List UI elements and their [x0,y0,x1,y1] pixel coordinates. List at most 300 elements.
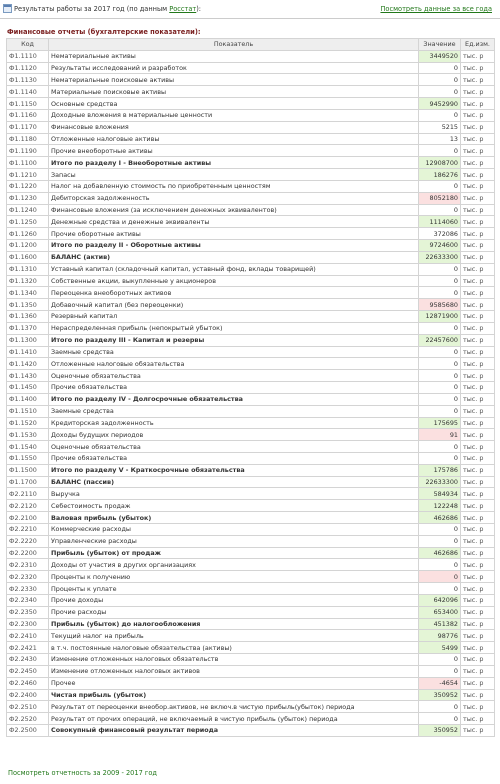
row-code: Ф1.1360 [7,311,49,323]
row-unit: тыс. р [461,476,495,488]
row-indicator: Денежные средства и денежные эквиваленты [49,216,419,228]
column-header-value: Значение [419,39,461,51]
row-unit: тыс. р [461,512,495,524]
row-value: 584934 [419,488,461,500]
row-indicator: Итого по разделу V - Краткосрочные обязательства [49,464,419,476]
row-code: Ф2.2200 [7,547,49,559]
row-indicator: Прочие внеоборотные активы [49,145,419,157]
row-indicator: Нематериальные активы [49,50,419,62]
row-indicator: Валовая прибыль (убыток) [49,512,419,524]
row-code: Ф1.1520 [7,417,49,429]
row-unit: тыс. р [461,452,495,464]
row-value: 0 [419,74,461,86]
row-value: 0 [419,62,461,74]
row-value: 0 [419,393,461,405]
row-value: 350952 [419,725,461,737]
row-indicator: Прочие расходы [49,606,419,618]
row-indicator: Отложенные налоговые активы [49,133,419,145]
table-row [7,618,495,630]
row-indicator: Дебиторская задолженность [49,192,419,204]
row-unit: тыс. р [461,358,495,370]
table-row [7,346,495,358]
row-code: Ф1.1550 [7,452,49,464]
row-indicator: Уставный капитал (складочный капитал, уставный фонд, вклады товарищей) [49,263,419,275]
row-indicator: в т.ч. постоянные налоговые обязательства (активы) [49,642,419,654]
row-unit: тыс. р [461,725,495,737]
row-code: Ф1.1210 [7,169,49,181]
row-unit: тыс. р [461,192,495,204]
row-indicator: Финансовые вложения [49,121,419,133]
row-indicator: Проценты к получению [49,571,419,583]
row-unit: тыс. р [461,417,495,429]
row-code: Ф2.2320 [7,571,49,583]
row-indicator: Оценочные обязательства [49,370,419,382]
row-unit: тыс. р [461,559,495,571]
row-unit: тыс. р [461,642,495,654]
row-unit: тыс. р [461,606,495,618]
row-unit: тыс. р [461,145,495,157]
row-code: Ф1.1310 [7,263,49,275]
row-unit: тыс. р [461,311,495,323]
row-unit: тыс. р [461,275,495,287]
table-row [7,464,495,476]
row-indicator: Нераспределенная прибыль (непокрытый убыток) [49,322,419,334]
row-code: Ф1.1190 [7,145,49,157]
row-code: Ф1.1100 [7,157,49,169]
row-value: 0 [419,358,461,370]
row-indicator: Проценты к уплате [49,583,419,595]
row-unit: тыс. р [461,228,495,240]
row-indicator: Налог на добавленную стоимость по приобретенным ценностям [49,180,419,192]
row-value: 8052180 [419,192,461,204]
row-indicator: Итого по разделу I - Внеоборотные активы [49,157,419,169]
row-unit: тыс. р [461,322,495,334]
row-code: Ф1.1170 [7,121,49,133]
table-row [7,571,495,583]
title-suffix: ): [196,5,202,13]
table-row [7,240,495,252]
table-row [7,594,495,606]
row-code: Ф2.2310 [7,559,49,571]
row-indicator: Изменение отложенных налоговых обязательств [49,654,419,666]
table-row [7,358,495,370]
row-code: Ф2.2100 [7,512,49,524]
row-code: Ф1.1540 [7,441,49,453]
row-value: 22633300 [419,251,461,263]
table-row [7,393,495,405]
row-code: Ф2.2410 [7,630,49,642]
row-unit: тыс. р [461,74,495,86]
row-value: 175695 [419,417,461,429]
row-code: Ф1.1700 [7,476,49,488]
row-indicator: Чистая прибыль (убыток) [49,689,419,701]
row-code: Ф2.2500 [7,725,49,737]
row-unit: тыс. р [461,299,495,311]
table-row [7,547,495,559]
row-indicator: Финансовые вложения (за исключением денежных эквивалентов) [49,204,419,216]
row-unit: тыс. р [461,571,495,583]
row-value: 0 [419,204,461,216]
column-header-code: Код [7,39,49,51]
row-code: Ф2.2400 [7,689,49,701]
row-indicator: Запасы [49,169,419,181]
row-code: Ф1.1450 [7,382,49,394]
row-indicator: Изменение отложенных налоговых активов [49,665,419,677]
table-row [7,713,495,725]
row-indicator: Кредиторская задолженность [49,417,419,429]
row-indicator: Собственные акции, выкупленные у акционеров [49,275,419,287]
row-value: 0 [419,571,461,583]
row-value: 0 [419,452,461,464]
row-unit: тыс. р [461,618,495,630]
row-unit: тыс. р [461,287,495,299]
row-indicator: Отложенные налоговые обязательства [49,358,419,370]
row-code: Ф1.1500 [7,464,49,476]
row-code: Ф2.2460 [7,677,49,689]
calendar-icon [3,4,12,13]
row-indicator: Основные средства [49,98,419,110]
table-row [7,382,495,394]
row-code: Ф2.2520 [7,713,49,725]
row-unit: тыс. р [461,370,495,382]
row-code: Ф1.1340 [7,287,49,299]
row-unit: тыс. р [461,334,495,346]
row-unit: тыс. р [461,169,495,181]
table-row [7,192,495,204]
row-value: 0 [419,86,461,98]
row-code: Ф1.1250 [7,216,49,228]
row-code: Ф2.2330 [7,583,49,595]
row-code: Ф1.1230 [7,192,49,204]
row-unit: тыс. р [461,630,495,642]
row-value: 13 [419,133,461,145]
table-row [7,535,495,547]
row-value: 0 [419,145,461,157]
row-indicator: Добавочный капитал (без переоценки) [49,299,419,311]
row-unit: тыс. р [461,665,495,677]
row-value: 0 [419,441,461,453]
row-value: 122248 [419,500,461,512]
table-row [7,452,495,464]
table-row [7,689,495,701]
row-unit: тыс. р [461,121,495,133]
table-row [7,228,495,240]
table-row [7,50,495,62]
row-value: 642096 [419,594,461,606]
row-unit: тыс. р [461,654,495,666]
row-code: Ф1.1400 [7,393,49,405]
row-value: 462686 [419,512,461,524]
table-row [7,169,495,181]
row-unit: тыс. р [461,547,495,559]
section-title: Финансовые отчеты (бухгалтерские показатели): [7,28,201,36]
table-row [7,287,495,299]
table-row [7,606,495,618]
table-row [7,488,495,500]
row-unit: тыс. р [461,464,495,476]
results-header [0,0,500,19]
row-unit: тыс. р [461,523,495,535]
row-unit: тыс. р [461,157,495,169]
row-indicator: Итого по разделу IV - Долгосрочные обязательства [49,393,419,405]
row-value: 0 [419,370,461,382]
row-value: 0 [419,654,461,666]
table-row [7,157,495,169]
row-indicator: Прочее [49,677,419,689]
row-value: 0 [419,263,461,275]
table-row [7,180,495,192]
row-value: 372086 [419,228,461,240]
row-code: Ф1.1260 [7,228,49,240]
row-indicator: Прочие доходы [49,594,419,606]
table-row [7,322,495,334]
table-row [7,559,495,571]
table-row [7,500,495,512]
row-value: 0 [419,713,461,725]
table-row [7,512,495,524]
row-code: Ф2.2210 [7,523,49,535]
view-all-years-link[interactable]: Посмотреть данные за все года [380,5,492,13]
row-unit: тыс. р [461,594,495,606]
row-value: 3449520 [419,50,461,62]
table-row [7,275,495,287]
row-indicator: Результат от переоценки внеобор.активов, не включ.в чистую прибыль(убыток) периода [49,701,419,713]
table-row [7,642,495,654]
table-row [7,74,495,86]
row-unit: тыс. р [461,441,495,453]
column-header-unit: Ед.изм. [461,39,495,51]
row-unit: тыс. р [461,180,495,192]
row-indicator: Результаты исследований и разработок [49,62,419,74]
row-indicator: Управленческие расходы [49,535,419,547]
row-code: Ф1.1200 [7,240,49,252]
table-row [7,121,495,133]
results-title [14,5,201,13]
table-row [7,98,495,110]
table-row [7,654,495,666]
row-value: 0 [419,346,461,358]
row-unit: тыс. р [461,677,495,689]
table-row [7,665,495,677]
title-prefix: Результаты работы за 2017 год (по данным [14,5,170,13]
row-unit: тыс. р [461,535,495,547]
row-code: Ф1.1600 [7,251,49,263]
financial-table [6,38,495,737]
row-indicator: Переоценка внеоборотных активов [49,287,419,299]
row-code: Ф2.2430 [7,654,49,666]
row-indicator: Себестоимость продаж [49,500,419,512]
row-indicator: Доходы от участия в других организациях [49,559,419,571]
row-value: 12908700 [419,157,461,169]
row-unit: тыс. р [461,689,495,701]
row-code: Ф1.1120 [7,62,49,74]
table-row [7,476,495,488]
row-indicator: Текущий налог на прибыль [49,630,419,642]
table-body [7,50,495,736]
row-value: 0 [419,405,461,417]
table-row [7,204,495,216]
row-unit: тыс. р [461,50,495,62]
row-value: 9724600 [419,240,461,252]
row-value: 0 [419,559,461,571]
table-row [7,263,495,275]
row-indicator: Совокупный финансовый результат периода [49,725,419,737]
row-unit: тыс. р [461,488,495,500]
row-unit: тыс. р [461,393,495,405]
row-unit: тыс. р [461,240,495,252]
row-indicator: Выручка [49,488,419,500]
row-indicator: Прибыль (убыток) до налогообложения [49,618,419,630]
row-unit: тыс. р [461,204,495,216]
row-indicator: Прочие обязательства [49,382,419,394]
row-value: 98776 [419,630,461,642]
row-unit: тыс. р [461,263,495,275]
row-code: Ф2.2220 [7,535,49,547]
row-unit: тыс. р [461,405,495,417]
row-value: 22633300 [419,476,461,488]
row-value: 0 [419,583,461,595]
row-code: Ф1.1160 [7,109,49,121]
row-value: 1114060 [419,216,461,228]
row-indicator: Заемные средства [49,405,419,417]
table-row [7,311,495,323]
row-value: 0 [419,665,461,677]
row-value: 0 [419,535,461,547]
table-row [7,441,495,453]
row-value: 9585680 [419,299,461,311]
table-row [7,299,495,311]
row-code: Ф2.2110 [7,488,49,500]
row-indicator: Коммерческие расходы [49,523,419,535]
row-indicator: Прибыль (убыток) от продаж [49,547,419,559]
row-code: Ф1.1350 [7,299,49,311]
row-code: Ф1.1430 [7,370,49,382]
row-code: Ф1.1510 [7,405,49,417]
row-code: Ф1.1370 [7,322,49,334]
row-value: 9452990 [419,98,461,110]
row-indicator: БАЛАНС (актив) [49,251,419,263]
row-indicator: Доходы будущих периодов [49,429,419,441]
row-code: Ф2.2510 [7,701,49,713]
row-value: 175786 [419,464,461,476]
row-code: Ф1.1410 [7,346,49,358]
row-unit: тыс. р [461,382,495,394]
row-value: 12871900 [419,311,461,323]
row-indicator: Результат от прочих операций, не включаемый в чистую прибыль (убыток) периода [49,713,419,725]
row-indicator: Доходные вложения в материальные ценности [49,109,419,121]
row-value: 0 [419,523,461,535]
row-value: 91 [419,429,461,441]
row-code: Ф1.1220 [7,180,49,192]
row-unit: тыс. р [461,86,495,98]
row-unit: тыс. р [461,109,495,121]
row-code: Ф1.1130 [7,74,49,86]
table-row [7,251,495,263]
row-unit: тыс. р [461,62,495,74]
row-code: Ф1.1530 [7,429,49,441]
row-code: Ф1.1180 [7,133,49,145]
row-indicator: Материальные поисковые активы [49,86,419,98]
table-row [7,133,495,145]
row-code: Ф1.1110 [7,50,49,62]
table-row [7,630,495,642]
row-code: Ф2.2450 [7,665,49,677]
table-row [7,583,495,595]
row-value: 0 [419,287,461,299]
table-row [7,417,495,429]
table-row [7,370,495,382]
row-value: 22457600 [419,334,461,346]
table-row [7,109,495,121]
row-indicator: Итого по разделу III - Капитал и резервы [49,334,419,346]
row-unit: тыс. р [461,500,495,512]
row-code: Ф2.2421 [7,642,49,654]
row-code: Ф1.1140 [7,86,49,98]
row-code: Ф2.2120 [7,500,49,512]
row-indicator: Резервный капитал [49,311,419,323]
row-indicator: Прочие обязательства [49,452,419,464]
row-code: Ф2.2350 [7,606,49,618]
column-header-indicator: Показатель [49,39,419,51]
row-code: Ф2.2300 [7,618,49,630]
table-row [7,405,495,417]
row-indicator: Оценочные обязательства [49,441,419,453]
table-row [7,701,495,713]
row-value: 462686 [419,547,461,559]
row-value: 653400 [419,606,461,618]
row-indicator: Заемные средства [49,346,419,358]
row-value: 451382 [419,618,461,630]
row-value: 5499 [419,642,461,654]
view-reports-link[interactable]: Посмотреть отчетность за 2009 - 2017 год [8,769,157,777]
table-row [7,216,495,228]
row-value: -4654 [419,677,461,689]
row-unit: тыс. р [461,251,495,263]
row-value: 0 [419,382,461,394]
rosstat-link[interactable]: Росстат [169,5,197,13]
table-row [7,725,495,737]
row-unit: тыс. р [461,216,495,228]
row-code: Ф2.2340 [7,594,49,606]
row-unit: тыс. р [461,713,495,725]
row-value: 0 [419,322,461,334]
row-indicator: БАЛАНС (пассив) [49,476,419,488]
row-indicator: Прочие оборотные активы [49,228,419,240]
table-row [7,86,495,98]
row-value: 5215 [419,121,461,133]
table-row [7,62,495,74]
row-indicator: Итого по разделу II - Оборотные активы [49,240,419,252]
row-value: 0 [419,275,461,287]
row-unit: тыс. р [461,98,495,110]
row-code: Ф1.1300 [7,334,49,346]
row-unit: тыс. р [461,133,495,145]
row-value: 0 [419,180,461,192]
row-unit: тыс. р [461,583,495,595]
row-value: 0 [419,701,461,713]
row-value: 186276 [419,169,461,181]
row-unit: тыс. р [461,701,495,713]
table-row [7,523,495,535]
row-code: Ф1.1320 [7,275,49,287]
table-row [7,429,495,441]
row-unit: тыс. р [461,429,495,441]
row-code: Ф1.1240 [7,204,49,216]
table-row [7,334,495,346]
table-header-row [7,39,495,51]
row-value: 0 [419,109,461,121]
table-row [7,145,495,157]
